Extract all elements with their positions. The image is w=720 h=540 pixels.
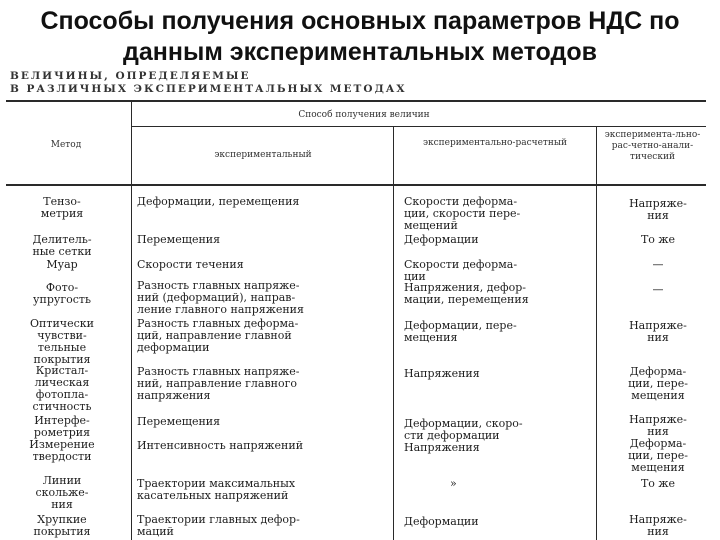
row-3-exp: Скорости течения (137, 258, 244, 271)
row-8-exp: Интенсивность напряжений (137, 439, 304, 452)
row-1-method: Тензо- метрия (40, 195, 84, 220)
row-9-exp: Траектории максимальных касательных напряжений (137, 477, 296, 502)
row-2-method: Делитель- ные сетки (32, 233, 92, 258)
divider-method (131, 100, 132, 540)
table-caption (10, 70, 407, 96)
caption-line-2: В РАЗЛИЧНЫХ ЭКСПЕРИМЕНТАЛЬНЫХ МЕТОДАХ (10, 83, 407, 95)
row-6-calc: Напряжения (404, 367, 480, 380)
row-2-exp: Перемещения (137, 233, 221, 246)
row-3-anal: — (652, 258, 664, 271)
row-1-calc: Скорости деформа- ции, скорости пере- мещений (404, 195, 521, 232)
row-8-anal: Деформа- ции, пере- мещения (628, 437, 688, 474)
row-5-calc: Деформации, пере- мещения (404, 319, 517, 344)
row-9-anal: То же (640, 477, 676, 490)
row-5-method: Оптически чувстви- тельные покрытия (30, 317, 94, 366)
row-9-calc: » (450, 477, 457, 490)
header-exp: экспериментальный (214, 150, 312, 160)
row-2-calc: Деформации (404, 233, 479, 246)
row-4-method: Фото- упругость (33, 281, 91, 306)
row-4-exp: Разность главных напряже- ний (деформаций), направ- ление главного напряжения (137, 279, 304, 316)
header-anal: эксперимента-льно-рас-четно-анали-тический (604, 130, 701, 162)
header-method: Метод (50, 140, 82, 150)
row-4-anal: — (652, 283, 664, 296)
row-6-method: Кристал- лическая фотопла- стичность (32, 364, 92, 413)
header-bottom-rule (6, 184, 706, 186)
page-title: Способы получения основных параметров НДС по данным экспериментальных методов (40, 7, 680, 66)
row-1-anal: Напряже- ния (629, 197, 687, 222)
row-2-anal: То же (640, 233, 676, 246)
row-7-calc: Деформации, скоро- сти деформации (404, 417, 523, 442)
scanned-table (0, 66, 720, 540)
row-8-calc: Напряжения (404, 441, 480, 454)
row-10-method: Хрупкие покрытия (33, 513, 91, 538)
row-9-method: Линии скольже- ния (35, 474, 89, 511)
row-4-calc: Напряжения, дефор- мации, перемещения (404, 281, 529, 306)
row-5-exp: Разность главных деформа- ций, направление главной деформации (137, 317, 299, 354)
divider-exp (393, 126, 394, 540)
row-7-anal: Напряже- ния (629, 413, 687, 438)
header-top-rule (6, 100, 706, 102)
group-header-rule (131, 126, 706, 127)
row-10-exp: Траектории главных дефор- маций (137, 513, 300, 538)
row-7-exp: Перемещения (137, 415, 221, 428)
row-3-calc: Скорости деформа- ции (404, 258, 518, 283)
row-1-exp: Деформации, перемещения (137, 195, 300, 208)
header-group: Способ получения величин (298, 110, 430, 120)
row-3-method: Муар (46, 258, 78, 271)
row-6-anal: Деформа- ции, пере- мещения (628, 365, 688, 402)
header-calc: экспериментально-расчетный (422, 138, 568, 148)
row-8-method: Измерение твердости (29, 438, 95, 463)
row-6-exp: Разность главных напряже- ний, направление главного напряжения (137, 365, 300, 402)
row-10-calc: Деформации (404, 515, 479, 528)
row-7-method: Интерфе- рометрия (33, 414, 91, 439)
row-10-anal: Напряже- ния (629, 513, 687, 538)
caption-line-1: ВЕЛИЧИНЫ, ОПРЕДЕЛЯЕМЫЕ (10, 70, 251, 82)
row-5-anal: Напряже- ния (629, 319, 687, 344)
